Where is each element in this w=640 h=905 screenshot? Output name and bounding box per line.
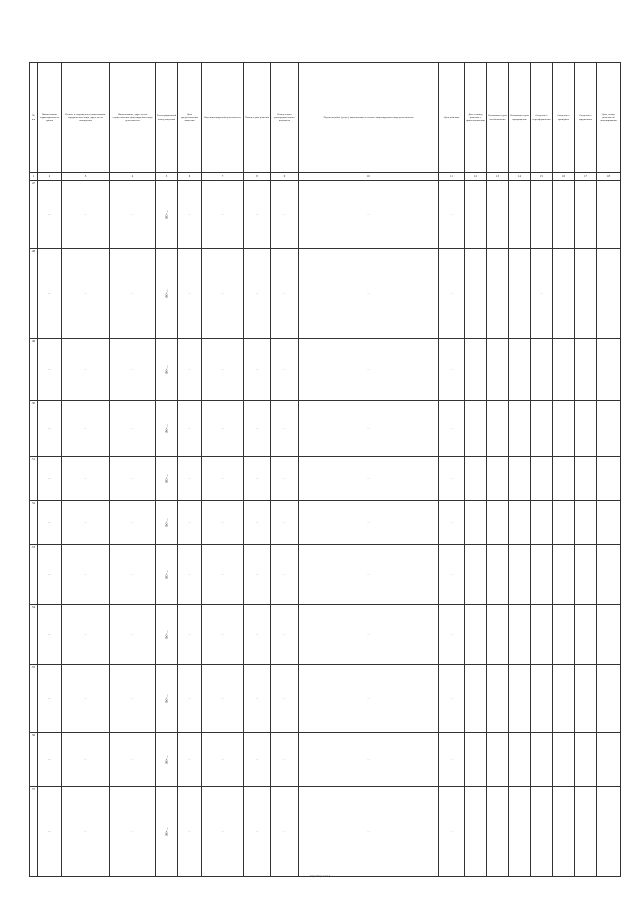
license-registry-table — [29, 62, 621, 877]
cell-dec: … — [244, 665, 271, 733]
cell-dec: … — [244, 501, 271, 545]
cell-kind: … — [202, 501, 244, 545]
cell-s7 — [597, 457, 621, 501]
cell-doc: … — [271, 665, 299, 733]
cell-idx: 49 — [30, 339, 38, 401]
cell-s4 — [531, 665, 553, 733]
cell-s1 — [465, 457, 487, 501]
cell-idx: 53 — [30, 545, 38, 605]
cell-s7 — [597, 733, 621, 787]
column-number: 8 — [244, 173, 271, 181]
column-header: Номер и дата решения — [244, 63, 271, 173]
column-number-row — [30, 173, 621, 181]
cell-works: … — [299, 249, 439, 339]
cell-dec: … — [244, 733, 271, 787]
cell-s1 — [465, 249, 487, 339]
cell-s3 — [509, 605, 531, 665]
column-header: Полное и сокращенное наименование юридического лица, адрес места нахождения — [62, 63, 110, 173]
cell-s3 — [509, 249, 531, 339]
cell-s2 — [487, 665, 509, 733]
cell-s2 — [487, 545, 509, 605]
cell-date: … — [178, 787, 202, 877]
cell-reg: ЛО-… — [156, 665, 178, 733]
table-row — [30, 501, 621, 545]
cell-works: … — [299, 545, 439, 605]
cell-addr: … — [110, 545, 156, 605]
cell-s5 — [553, 787, 575, 877]
cell-works: … — [299, 605, 439, 665]
cell-s6 — [575, 249, 597, 339]
cell-kind: … — [202, 249, 244, 339]
cell-org: … — [62, 339, 110, 401]
cell-addr: … — [110, 605, 156, 665]
cell-org: … — [62, 665, 110, 733]
column-header: Номер и дата распорядительного документа — [271, 63, 299, 173]
cell-s4 — [531, 181, 553, 249]
cell-s1 — [465, 665, 487, 733]
cell-reg: ЛО-… — [156, 545, 178, 605]
cell-s1 — [465, 401, 487, 457]
cell-reg: ЛО-… — [156, 181, 178, 249]
cell-term: … — [439, 457, 465, 501]
cell-dec: … — [244, 181, 271, 249]
cell-region: … — [38, 181, 62, 249]
column-number: 7 — [202, 173, 244, 181]
cell-s1 — [465, 339, 487, 401]
cell-s5 — [553, 665, 575, 733]
cell-idx: 47 — [30, 181, 38, 249]
cell-s1 — [465, 181, 487, 249]
cell-s7 — [597, 501, 621, 545]
cell-s2 — [487, 457, 509, 501]
cell-idx: 57 — [30, 787, 38, 877]
cell-org: … — [62, 787, 110, 877]
cell-s7 — [597, 665, 621, 733]
page-footer: Страница 2 из 4 — [309, 874, 331, 878]
cell-org: … — [62, 457, 110, 501]
cell-term: … — [439, 545, 465, 605]
cell-s4 — [531, 787, 553, 877]
column-header: Сведения о проверках — [553, 63, 575, 173]
cell-s7 — [597, 181, 621, 249]
table-row — [30, 787, 621, 877]
column-number: 15 — [531, 173, 553, 181]
cell-s3 — [509, 339, 531, 401]
cell-s4 — [531, 339, 553, 401]
cell-doc: … — [271, 605, 299, 665]
cell-s5 — [553, 181, 575, 249]
cell-region: … — [38, 605, 62, 665]
cell-date: … — [178, 501, 202, 545]
cell-s5 — [553, 339, 575, 401]
cell-s3 — [509, 457, 531, 501]
cell-org: … — [62, 545, 110, 605]
cell-idx: 56 — [30, 733, 38, 787]
column-header: Сведения о нарушениях — [575, 63, 597, 173]
cell-term: … — [439, 401, 465, 457]
table-row — [30, 733, 621, 787]
cell-addr: … — [110, 457, 156, 501]
cell-idx: 50 — [30, 401, 38, 457]
cell-s4 — [531, 457, 553, 501]
cell-s2 — [487, 605, 509, 665]
column-number: 18 — [597, 173, 621, 181]
table-row — [30, 401, 621, 457]
column-header: Дата, номер решения об аннулировании — [597, 63, 621, 173]
column-header: Основания и дата прекращения — [509, 63, 531, 173]
cell-s5 — [553, 457, 575, 501]
cell-date: … — [178, 605, 202, 665]
cell-s2 — [487, 339, 509, 401]
cell-s3 — [509, 733, 531, 787]
cell-s3 — [509, 501, 531, 545]
cell-s3 — [509, 545, 531, 605]
cell-addr: … — [110, 501, 156, 545]
cell-addr: … — [110, 249, 156, 339]
cell-works: … — [299, 181, 439, 249]
cell-term: … — [439, 733, 465, 787]
cell-kind: … — [202, 665, 244, 733]
cell-dec: … — [244, 605, 271, 665]
cell-reg: ЛО-… — [156, 733, 178, 787]
cell-doc: … — [271, 545, 299, 605]
cell-term: … — [439, 249, 465, 339]
cell-s2 — [487, 401, 509, 457]
column-number: 16 — [553, 173, 575, 181]
cell-date: … — [178, 401, 202, 457]
cell-kind: … — [202, 339, 244, 401]
column-header: Основания и дата возобновления — [487, 63, 509, 173]
cell-kind: … — [202, 787, 244, 877]
column-number: 12 — [465, 173, 487, 181]
cell-reg: ЛО-… — [156, 401, 178, 457]
cell-s5 — [553, 605, 575, 665]
cell-s1 — [465, 501, 487, 545]
table-row — [30, 665, 621, 733]
table-row — [30, 181, 621, 249]
cell-kind: … — [202, 181, 244, 249]
cell-reg: ЛО-… — [156, 501, 178, 545]
column-header: Дата предоставления лицензии — [178, 63, 202, 173]
cell-region: … — [38, 339, 62, 401]
cell-works: … — [299, 733, 439, 787]
cell-s2 — [487, 787, 509, 877]
cell-dec: … — [244, 249, 271, 339]
cell-s5 — [553, 501, 575, 545]
cell-dec: … — [244, 457, 271, 501]
cell-s6 — [575, 181, 597, 249]
column-number: 6 — [178, 173, 202, 181]
cell-works: … — [299, 457, 439, 501]
cell-s7 — [597, 545, 621, 605]
column-header: Срок действия — [439, 63, 465, 173]
column-number: 11 — [439, 173, 465, 181]
column-header: Наименование территориального органа — [38, 63, 62, 173]
cell-addr: … — [110, 733, 156, 787]
cell-doc: … — [271, 787, 299, 877]
cell-org: … — [62, 501, 110, 545]
cell-s1 — [465, 733, 487, 787]
column-number: 10 — [299, 173, 439, 181]
column-header: Дата и номер решения о приостановлении — [465, 63, 487, 173]
cell-s4 — [531, 501, 553, 545]
cell-doc: … — [271, 181, 299, 249]
cell-s6 — [575, 545, 597, 605]
cell-works: … — [299, 787, 439, 877]
cell-doc: … — [271, 339, 299, 401]
cell-date: … — [178, 665, 202, 733]
cell-region: … — [38, 545, 62, 605]
cell-s4: … — [531, 249, 553, 339]
cell-addr: … — [110, 787, 156, 877]
cell-term: … — [439, 339, 465, 401]
cell-term: … — [439, 181, 465, 249]
column-number: 14 — [509, 173, 531, 181]
cell-region: … — [38, 401, 62, 457]
cell-addr: … — [110, 665, 156, 733]
cell-s4 — [531, 401, 553, 457]
cell-idx: 51 — [30, 457, 38, 501]
cell-s1 — [465, 605, 487, 665]
cell-region: … — [38, 787, 62, 877]
cell-kind: … — [202, 401, 244, 457]
cell-dec: … — [244, 339, 271, 401]
column-number: 2 — [38, 173, 62, 181]
cell-idx: 55 — [30, 665, 38, 733]
cell-s3 — [509, 401, 531, 457]
cell-s1 — [465, 545, 487, 605]
cell-org: … — [62, 181, 110, 249]
cell-region: … — [38, 249, 62, 339]
cell-date: … — [178, 545, 202, 605]
cell-s1 — [465, 787, 487, 877]
column-number: 17 — [575, 173, 597, 181]
cell-dec: … — [244, 787, 271, 877]
cell-addr: … — [110, 181, 156, 249]
cell-date: … — [178, 249, 202, 339]
cell-s2 — [487, 501, 509, 545]
cell-works: … — [299, 401, 439, 457]
cell-works: … — [299, 665, 439, 733]
cell-s7 — [597, 401, 621, 457]
cell-idx: 52 — [30, 501, 38, 545]
cell-term: … — [439, 605, 465, 665]
cell-idx: 54 — [30, 605, 38, 665]
cell-term: … — [439, 501, 465, 545]
cell-s7 — [597, 605, 621, 665]
table-row — [30, 457, 621, 501]
cell-idx: 48 — [30, 249, 38, 339]
column-number: 3 — [62, 173, 110, 181]
cell-s5 — [553, 401, 575, 457]
column-number: 9 — [271, 173, 299, 181]
cell-s7 — [597, 787, 621, 877]
cell-s7 — [597, 339, 621, 401]
cell-reg: ЛО-… — [156, 339, 178, 401]
cell-kind: … — [202, 545, 244, 605]
table-row — [30, 249, 621, 339]
cell-s4 — [531, 733, 553, 787]
cell-s6 — [575, 401, 597, 457]
table-row — [30, 605, 621, 665]
cell-s6 — [575, 457, 597, 501]
cell-s2 — [487, 249, 509, 339]
cell-reg: ЛО-… — [156, 249, 178, 339]
cell-s6 — [575, 665, 597, 733]
cell-s6 — [575, 605, 597, 665]
cell-s2 — [487, 181, 509, 249]
cell-date: … — [178, 733, 202, 787]
cell-org: … — [62, 249, 110, 339]
column-header: № п/п — [30, 63, 38, 173]
table-header-row — [30, 63, 621, 173]
cell-s6 — [575, 733, 597, 787]
cell-region: … — [38, 665, 62, 733]
column-number: 13 — [487, 173, 509, 181]
cell-s6 — [575, 339, 597, 401]
cell-addr: … — [110, 339, 156, 401]
cell-region: … — [38, 733, 62, 787]
cell-s5 — [553, 249, 575, 339]
column-header: Наименование, адрес места осуществления лицензируемого вида деятельности — [110, 63, 156, 173]
cell-date: … — [178, 457, 202, 501]
cell-works: … — [299, 501, 439, 545]
cell-term: … — [439, 787, 465, 877]
cell-s4 — [531, 545, 553, 605]
column-header: Сведения о переоформлении — [531, 63, 553, 173]
cell-s7 — [597, 249, 621, 339]
cell-doc: … — [271, 733, 299, 787]
column-number: 4 — [110, 173, 156, 181]
column-header: Перечень работ (услуг), выполняемых в составе лицензируемого вида деятельности — [299, 63, 439, 173]
license-registry-page — [29, 62, 620, 877]
column-number: 5 — [156, 173, 178, 181]
cell-reg: ЛО-… — [156, 605, 178, 665]
cell-dec: … — [244, 401, 271, 457]
column-header: Вид лицензируемой деятельности — [202, 63, 244, 173]
cell-region: … — [38, 501, 62, 545]
cell-s5 — [553, 545, 575, 605]
cell-kind: … — [202, 605, 244, 665]
table-row — [30, 339, 621, 401]
cell-region: … — [38, 457, 62, 501]
cell-doc: … — [271, 401, 299, 457]
cell-reg: ЛО-… — [156, 787, 178, 877]
cell-addr: … — [110, 401, 156, 457]
cell-org: … — [62, 401, 110, 457]
cell-doc: … — [271, 249, 299, 339]
cell-doc: … — [271, 501, 299, 545]
cell-org: … — [62, 605, 110, 665]
cell-s4 — [531, 605, 553, 665]
cell-org: … — [62, 733, 110, 787]
cell-dec: … — [244, 545, 271, 605]
cell-s2 — [487, 733, 509, 787]
cell-s6 — [575, 787, 597, 877]
cell-kind: … — [202, 457, 244, 501]
cell-s5 — [553, 733, 575, 787]
column-number: 1 — [30, 173, 38, 181]
cell-s6 — [575, 501, 597, 545]
cell-doc: … — [271, 457, 299, 501]
cell-s3 — [509, 181, 531, 249]
cell-term: … — [439, 665, 465, 733]
cell-date: … — [178, 339, 202, 401]
table-row — [30, 545, 621, 605]
column-header: Регистрационный номер лицензии — [156, 63, 178, 173]
cell-s3 — [509, 665, 531, 733]
cell-reg: ЛО-… — [156, 457, 178, 501]
cell-s3 — [509, 787, 531, 877]
cell-works: … — [299, 339, 439, 401]
cell-kind: … — [202, 733, 244, 787]
cell-date: … — [178, 181, 202, 249]
